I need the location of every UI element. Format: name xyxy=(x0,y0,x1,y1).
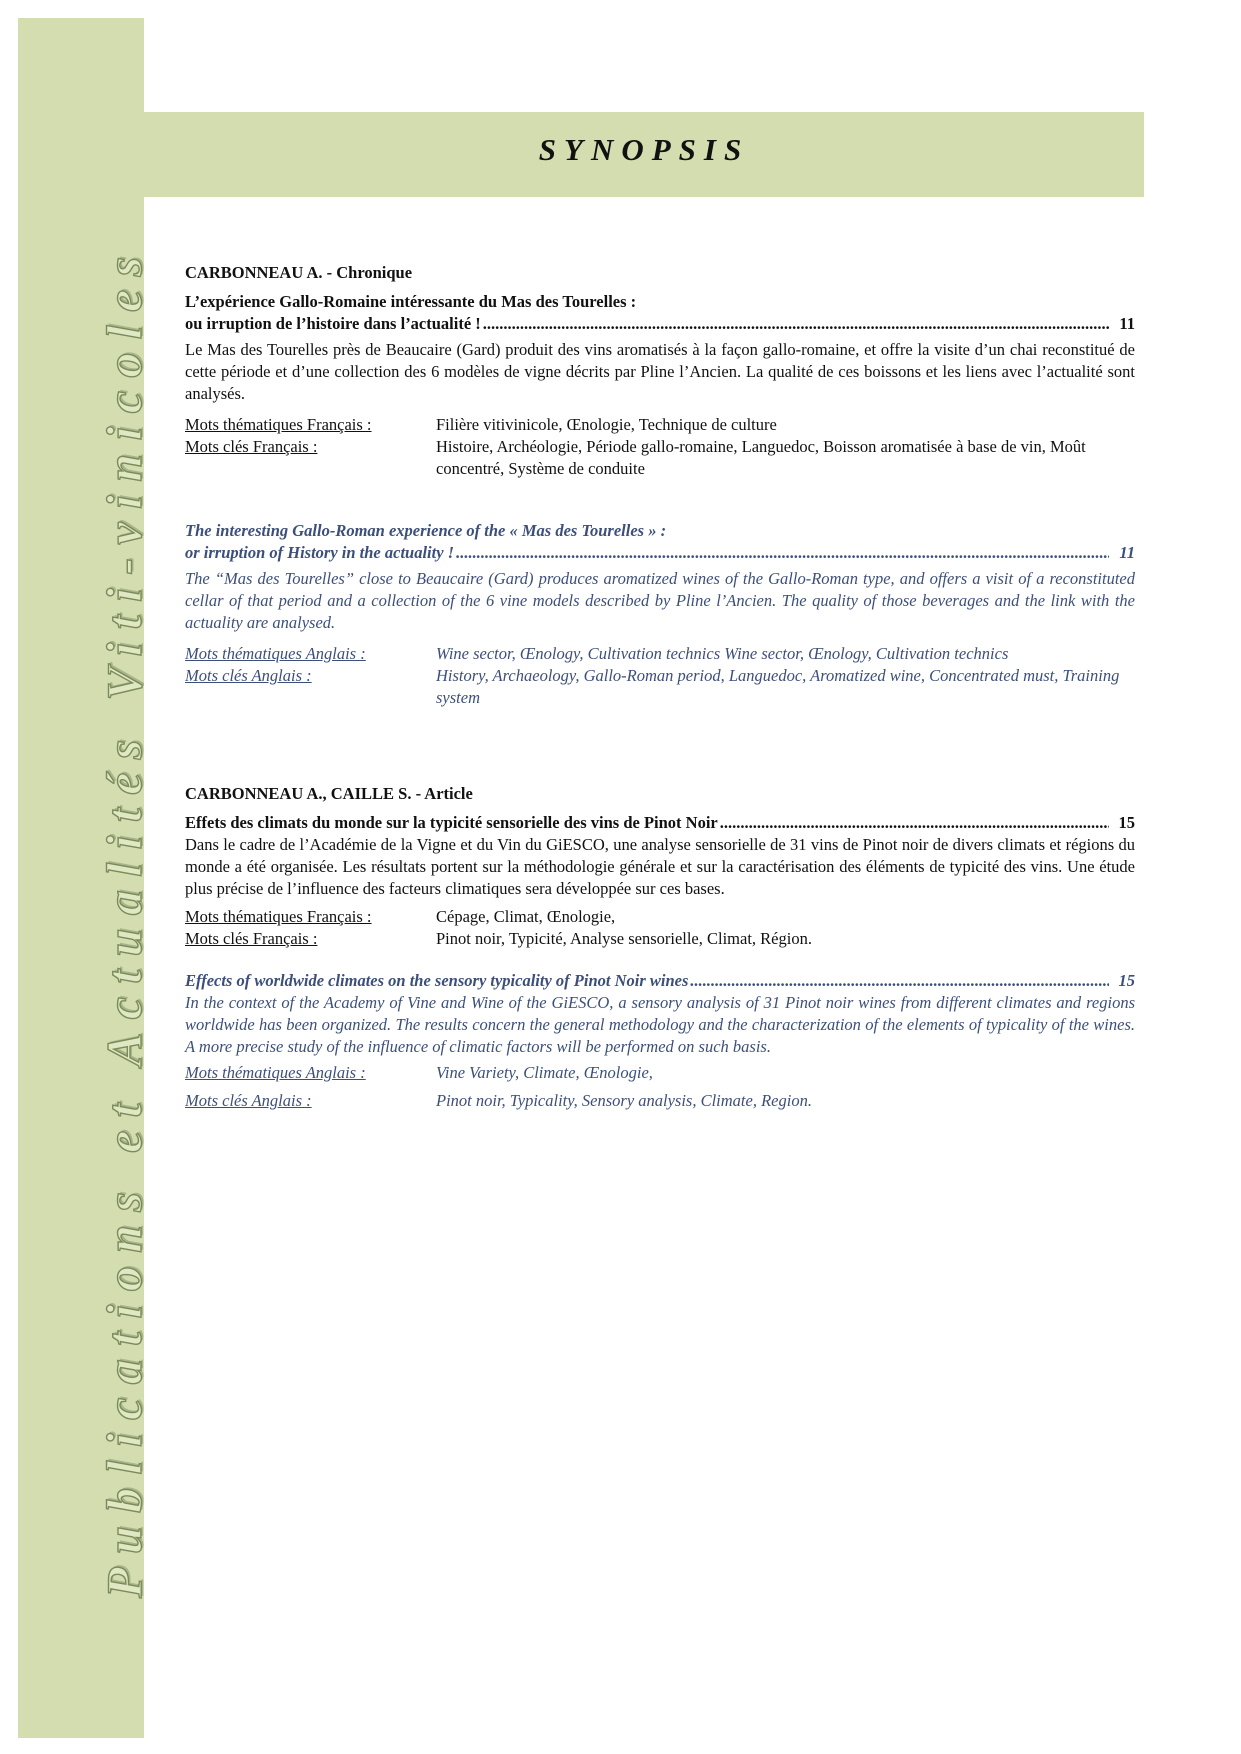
dot-leader xyxy=(720,812,1109,834)
page-number: 11 xyxy=(1119,314,1135,333)
keyword-theme-label: Mots thématiques Anglais : xyxy=(185,644,366,663)
entry-english-block xyxy=(185,520,1135,709)
keyword-theme-label: Mots thématiques Anglais : xyxy=(185,1063,366,1082)
entry-french-block xyxy=(185,812,1135,950)
keywords-fr xyxy=(185,906,1135,950)
entry-2 xyxy=(185,783,1135,1112)
entry-1 xyxy=(185,262,1135,709)
entry-title-en-leader xyxy=(185,542,1135,564)
keyword-theme-label: Mots thématiques Français : xyxy=(185,907,372,926)
keyword-keys-label: Mots clés Anglais : xyxy=(185,666,312,685)
keyword-keys-value: Histoire, Archéologie, Période gallo-romaine, Languedoc, Boisson aromatisée à base de vin, Moût concentré, Système de conduite xyxy=(436,437,1086,478)
entry-title-en: The interesting Gallo-Roman experience of the « Mas des Tourelles » : xyxy=(185,521,667,540)
keyword-row xyxy=(185,1090,1135,1112)
entry-title-fr-line2: ou irruption de l’histoire dans l’actualité ! xyxy=(185,314,481,333)
keyword-row xyxy=(185,414,1135,436)
sidebar-title: Publications et Actualités Viti-vinicoles xyxy=(96,243,152,1598)
entry-title-fr: L’expérience Gallo-Romaine intéressante du Mas des Tourelles : xyxy=(185,292,637,311)
dot-leader xyxy=(483,313,1110,335)
entry-english-block xyxy=(185,970,1135,1112)
sidebar-band xyxy=(18,18,152,1738)
page-number: 15 xyxy=(1118,813,1135,832)
keyword-theme-label: Mots thématiques Français : xyxy=(185,415,372,434)
dot-leader xyxy=(456,542,1109,564)
keyword-keys-label: Mots clés Français : xyxy=(185,929,318,948)
keyword-keys-value: Pinot noir, Typicité, Analyse sensorielle, Climat, Région. xyxy=(436,929,812,948)
keyword-row xyxy=(185,436,1135,480)
abstract-fr: Dans le cadre de l’Académie de la Vigne et du Vin du GiESCO, une analyse sensorielle de 31 vins de Pinot noir de divers climats et régions du monde a été organisée. Les résultats portent sur la méthodologie générale et sur la caractérisation des éléments de typicité des vins. Une étude plus précise de l’influence des facteurs climatiques sera développée sur ces bases. xyxy=(185,835,1135,898)
entry-title-fr-leader xyxy=(185,313,1135,335)
keyword-theme-value: Vine Variety, Climate, Œnologie, xyxy=(436,1063,653,1082)
keyword-theme-value: Cépage, Climat, Œnologie, xyxy=(436,907,616,926)
keyword-theme-value: Wine sector, Œnology, Cultivation technics Wine sector, Œnology, Cultivation technics xyxy=(436,644,1009,663)
synopsis-content xyxy=(185,262,1135,1112)
keyword-row xyxy=(185,928,1135,950)
keyword-keys-value: History, Archaeology, Gallo-Roman period, Languedoc, Aromatized wine, Concentrated must, Training system xyxy=(436,666,1120,707)
keywords-fr xyxy=(185,414,1135,480)
entry-french-block xyxy=(185,291,1135,480)
entry-title-en-line2: or irruption of History in the actuality ! xyxy=(185,543,455,562)
page-title: SYNOPSIS xyxy=(538,132,750,167)
abstract-fr: Le Mas des Tourelles près de Beaucaire (Gard) produit des vins aromatisés à la façon gallo-romaine, et offre la visite d’un chai reconstitué de cette période et d’une collection des 6 modèles de vigne décrits par Pline l’Ancien. La qualité de ces boissons et les liens avec l’actualité sont analysés. xyxy=(185,340,1135,403)
keyword-theme-value: Filière vitivinicole, Œnologie, Technique de culture xyxy=(436,415,777,434)
keyword-row xyxy=(185,906,1135,928)
header-band xyxy=(144,112,1144,197)
keyword-row xyxy=(185,1062,1135,1084)
keywords-en xyxy=(185,1062,1135,1112)
keyword-row xyxy=(185,665,1135,709)
entry-title-en: Effects of worldwide climates on the sensory typicality of Pinot Noir wines xyxy=(185,971,689,990)
abstract-en: In the context of the Academy of Vine and Wine of the GiESCO, a sensory analysis of 31 Pinot noir wines from different climates and regions worldwide has been organized. The results concern the general methodology and the characterization of the elements of typicality of the wines. A more precise study of the influence of climatic factors will be performed on such basis. xyxy=(185,993,1135,1056)
keyword-keys-label: Mots clés Anglais : xyxy=(185,1091,312,1110)
keyword-keys-label: Mots clés Français : xyxy=(185,437,318,456)
entry-author: CARBONNEAU A. - Chronique xyxy=(185,263,413,282)
keyword-row xyxy=(185,643,1135,665)
entry-title-fr: Effets des climats du monde sur la typicité sensorielle des vins de Pinot Noir xyxy=(185,813,718,832)
keyword-keys-value: Pinot noir, Typicality, Sensory analysis, Climate, Region. xyxy=(436,1091,812,1110)
entry-title-en-leader xyxy=(185,970,1135,992)
keywords-en xyxy=(185,643,1135,709)
page-number: 15 xyxy=(1118,971,1135,990)
entry-author: CARBONNEAU A., CAILLE S. - Article xyxy=(185,784,473,803)
abstract-en: The “Mas des Tourelles” close to Beaucaire (Gard) produces aromatized wines of the Gallo-Roman type, and offers a visit of a reconstituted cellar of that period and a collection of the 6 vine models described by Pline l’Ancien. The quality of those beverages and the link with the actuality are analysed. xyxy=(185,569,1135,632)
page-number: 11 xyxy=(1119,543,1135,562)
entry-title-fr-leader xyxy=(185,812,1135,834)
dot-leader xyxy=(690,970,1108,992)
